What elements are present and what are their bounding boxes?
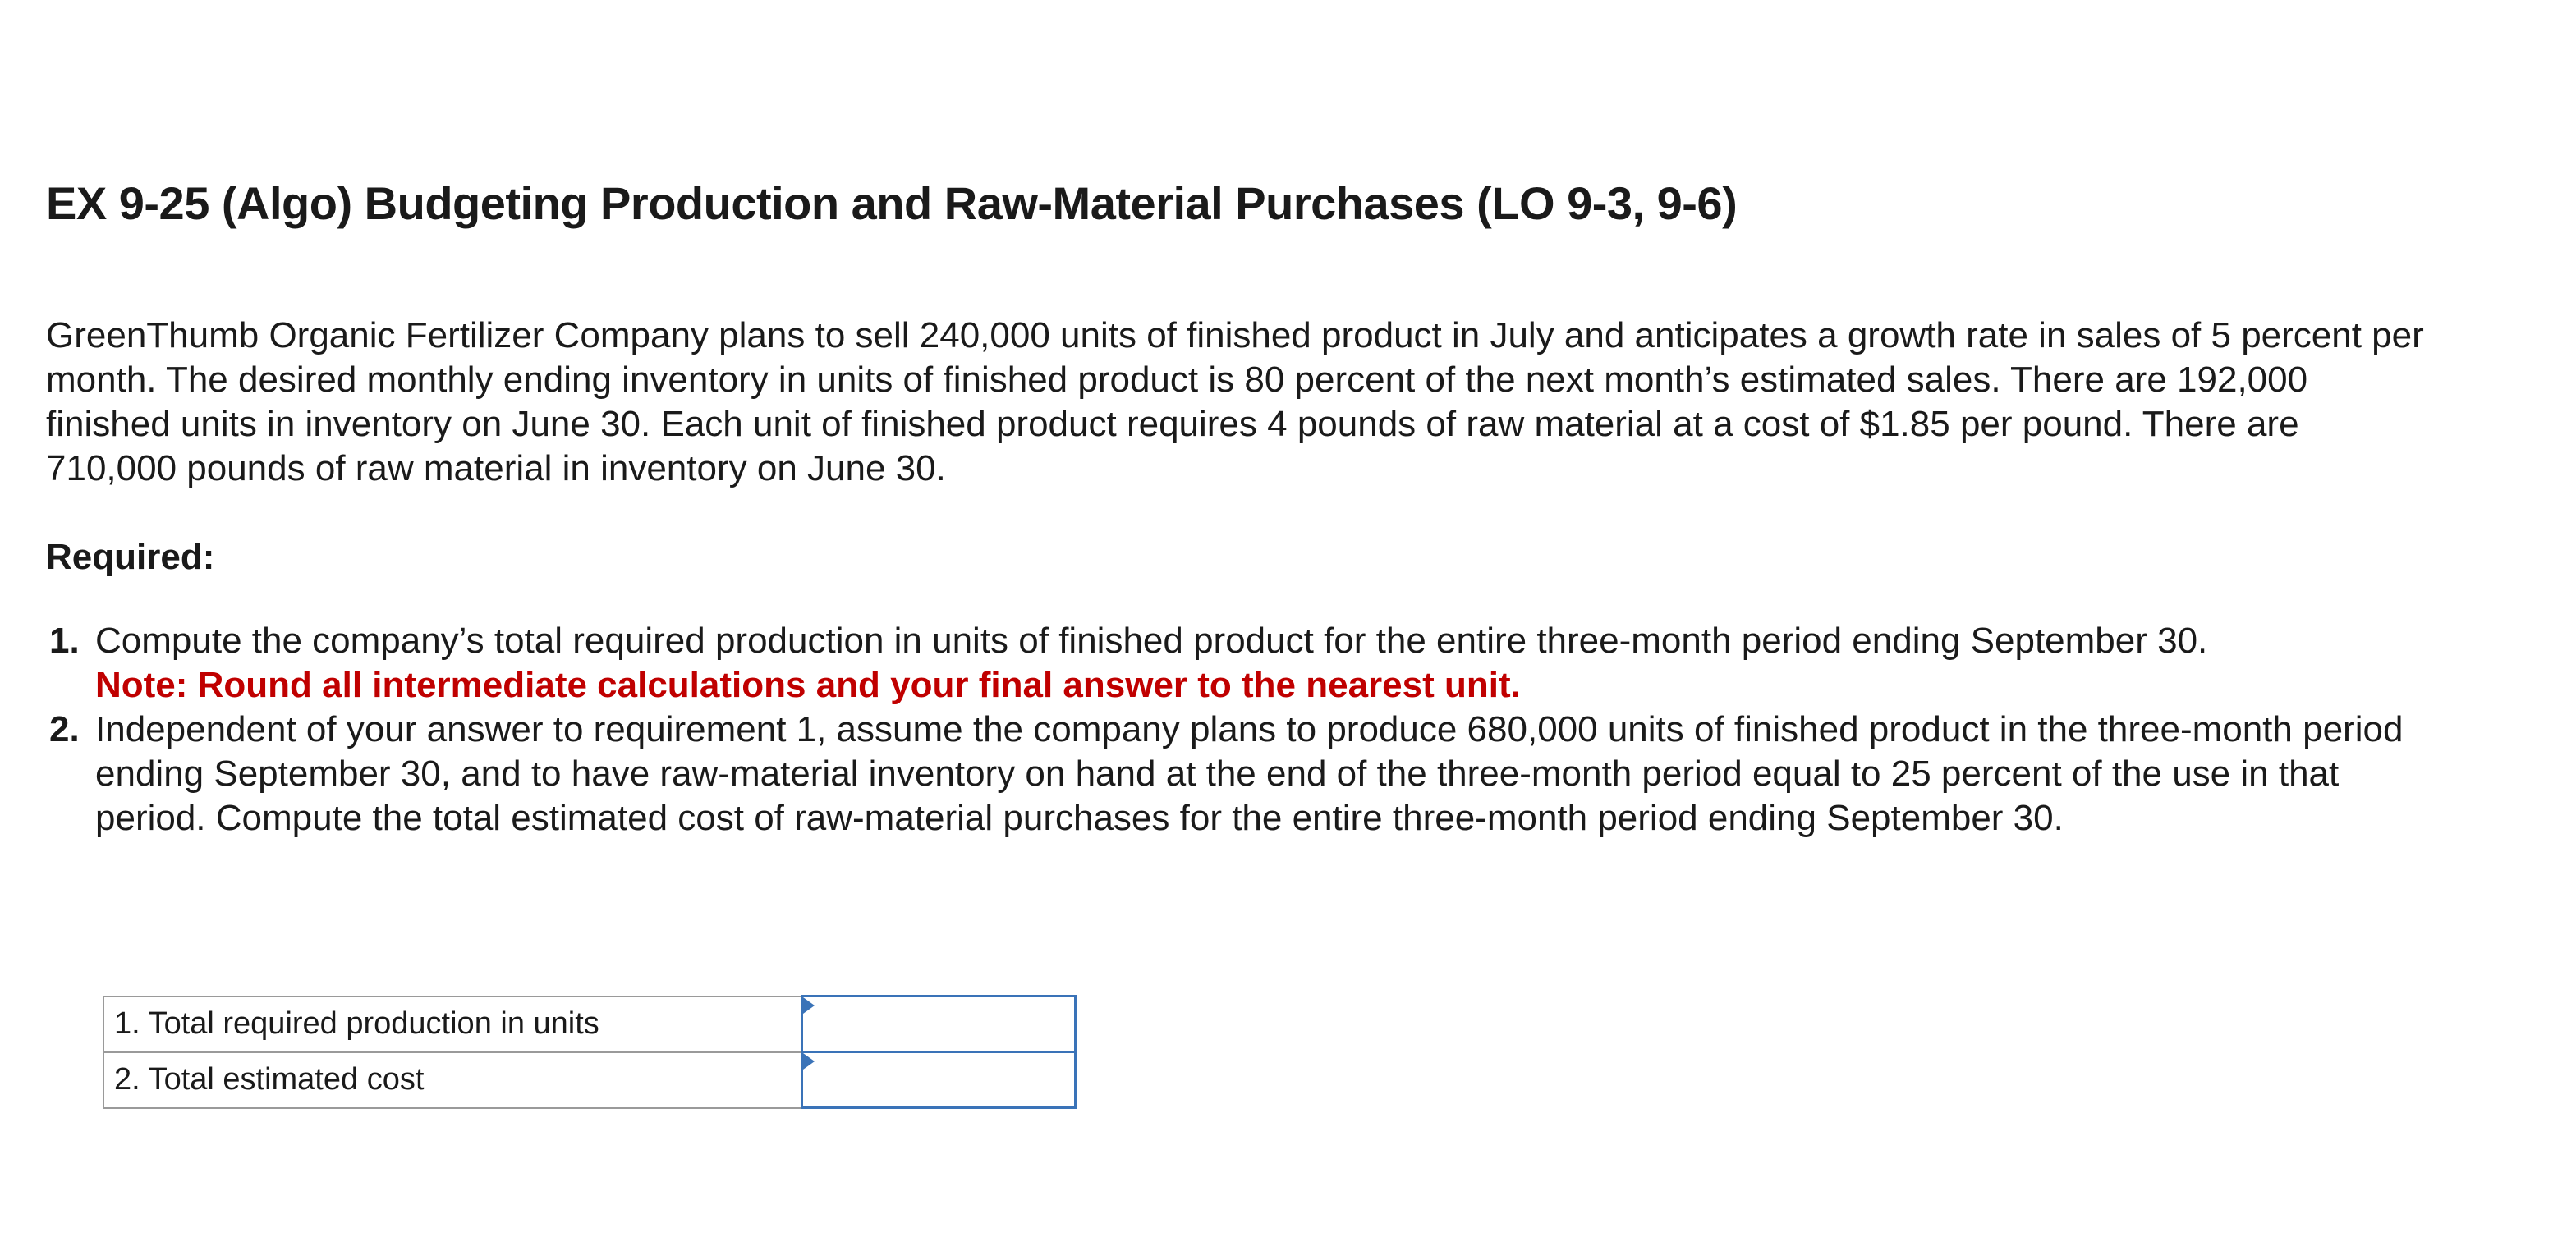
requirements-list: [46, 619, 2493, 841]
input-marker-icon: [803, 1053, 815, 1070]
answer-row: [103, 1052, 1076, 1108]
requirement-2: [46, 708, 2444, 841]
answer-cell-cost[interactable]: [802, 1052, 1076, 1108]
rounding-note: Note: Round all intermediate calculations and your final answer to the nearest unit.: [95, 665, 1521, 705]
answer-row: [103, 996, 1076, 1052]
input-marker-icon: [803, 997, 815, 1014]
requirement-number: 2.: [49, 709, 80, 749]
total-cost-input[interactable]: [803, 1053, 1074, 1106]
requirement-1: [46, 619, 2444, 708]
answer-label-cost: 2. Total estimated cost: [103, 1052, 802, 1108]
answer-table: [103, 995, 1077, 1109]
requirement-text: Compute the company’s total required production in units of finished product for the entire three-month period ending September 30.: [95, 621, 2208, 661]
problem-title: EX 9-25 (Algo) Budgeting Production and Raw-Material Purchases (LO 9-3, 9-6): [46, 177, 1738, 229]
requirement-text: Independent of your answer to requirement 1, assume the company plans to produce 680,000 units of finished product in the three-month period ending September 30, and to have raw-material inventory on hand at the end of the three-month period equal to 25 percent of the use in that period. Compute the total estimated cost of raw-material purchases for the entire three-month period ending September 30.: [95, 709, 2404, 838]
answer-label-production: 1. Total required production in units: [103, 996, 802, 1052]
requirement-number: 1.: [49, 621, 80, 661]
total-production-input[interactable]: [803, 997, 1074, 1051]
required-heading: Required:: [46, 537, 215, 577]
problem-intro: GreenThumb Organic Fertilizer Company plans to sell 240,000 units of finished product in July and anticipates a growth rate in sales of 5 percent per month. The desired monthly ending inventory in units of finished product is 80 percent of the next month’s estimated sales. There are 192,000 finished units in inventory on June 30. Each unit of finished product requires 4 pounds of raw material at a cost of $1.85 per pound. There are 710,000 pounds of raw material in inventory on June 30.: [46, 315, 2424, 488]
answer-cell-production[interactable]: [802, 996, 1076, 1052]
problem-content: [46, 174, 2493, 841]
